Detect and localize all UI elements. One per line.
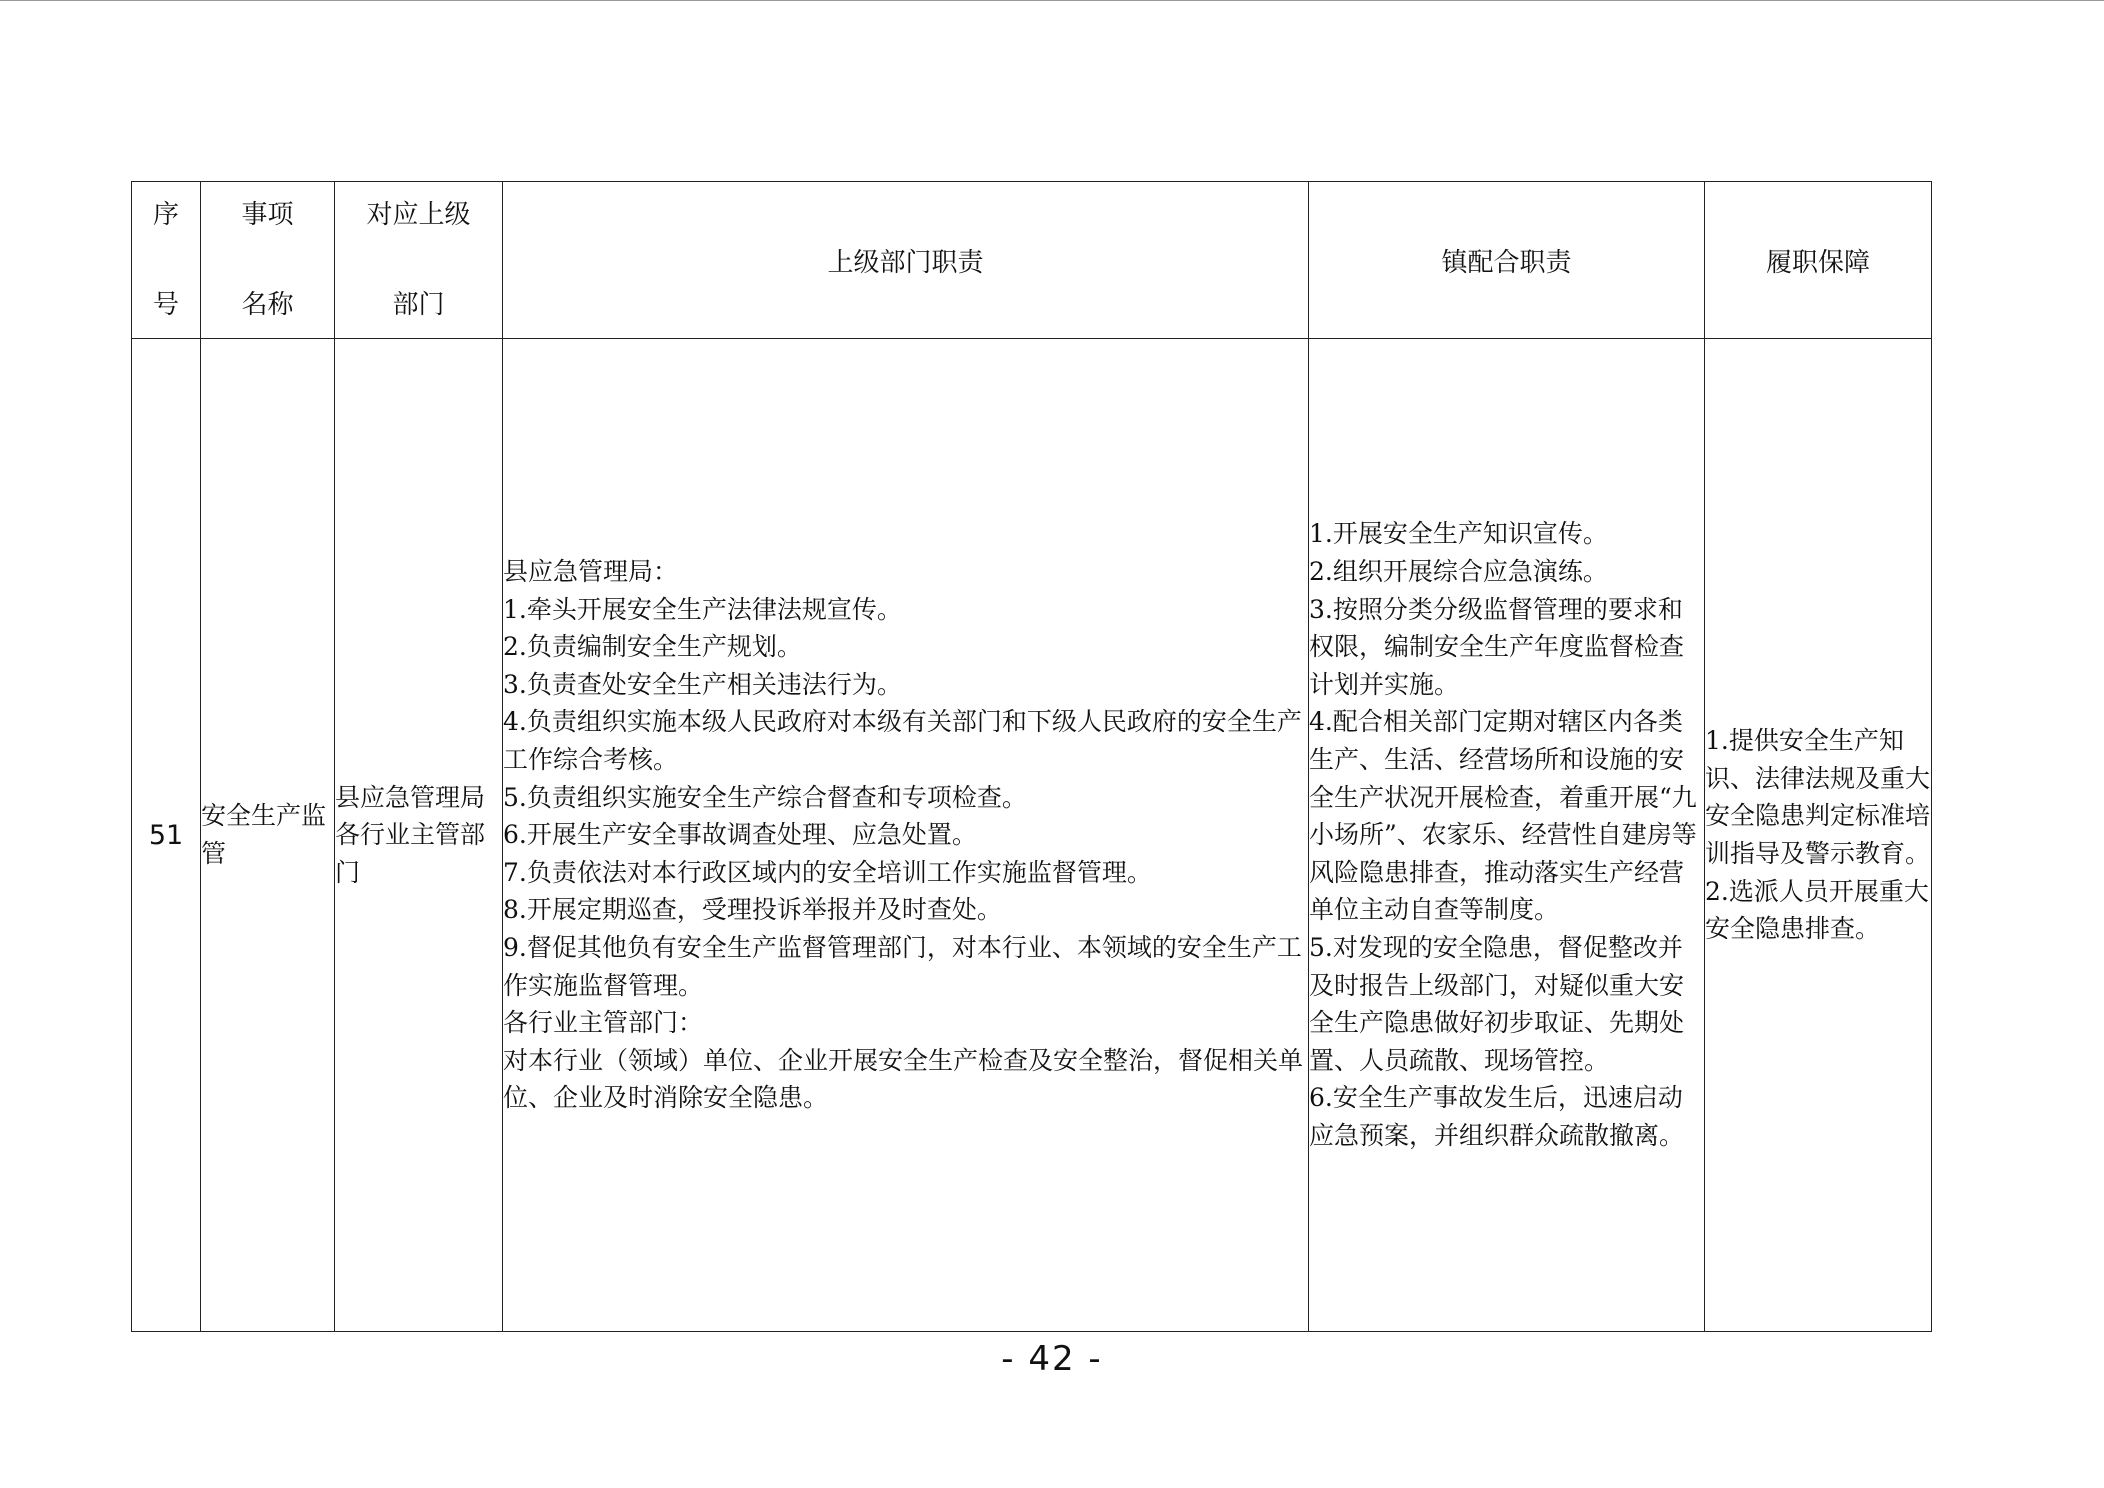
row-item-name: 安全生产监管 (201, 339, 335, 1332)
header-item-name (201, 182, 335, 339)
header-upper-duty: 上级部门职责 (503, 182, 1309, 339)
guarantee-line: 2.选派人员开展重大安全隐患排查。 (1705, 876, 1929, 944)
header-row (132, 182, 1932, 339)
upper-duty-line: 6.开展生产安全事故调查处理、应急处置。 (503, 820, 977, 850)
header-item-line2: 名称 (241, 290, 294, 320)
town-duty-line: 5.对发现的安全隐患，督促整改并及时报告上级部门，对疑似重大安全生产隐患做好初步取证、先期处置、人员疏散、现场管控。 (1309, 932, 1685, 1075)
header-dept-line2: 部门 (392, 290, 445, 320)
header-seq-line1: 序 (152, 200, 179, 230)
upper-duty-line: 8.开展定期巡查，受理投诉举报并及时查处。 (503, 895, 1002, 925)
header-upper-dept (335, 182, 503, 339)
town-duty-line: 6.安全生产事故发生后，迅速启动应急预案，并组织群众疏散撤离。 (1309, 1083, 1685, 1150)
table-row (132, 339, 1932, 1332)
upper-duty-line: 2.负责编制安全生产规划。 (503, 632, 802, 662)
upper-duty-line: 各行业主管部门： (503, 1008, 704, 1038)
upper-duty-line: 7.负责依法对本行政区域内的安全培训工作实施监督管理。 (503, 857, 1152, 887)
duty-table (131, 181, 1932, 1332)
town-duty-line: 4.配合相关部门定期对辖区内各类生产、生活、经营场所和设施的安全生产状况开展检查，着重开展“九小场所”、农家乐、经营性自建房等风险隐患排查，推动落实生产经营单位主动自查等制度。 (1309, 707, 1697, 925)
town-duty-line: 3.按照分类分级监督管理的要求和权限，编制安全生产年度监督检查计划并实施。 (1309, 594, 1685, 699)
upper-duty-line: 1.牵头开展安全生产法律法规宣传。 (503, 594, 902, 624)
upper-duty-line: 5.负责组织实施安全生产综合督查和专项检查。 (503, 782, 1027, 812)
department-line: 各行业主管部门 (335, 820, 486, 887)
header-town-duty: 镇配合职责 (1309, 182, 1705, 339)
row-town-duty (1309, 339, 1705, 1332)
guarantee-line: 1.提供安全生产知识、法律法规及重大安全隐患判定标准培训指导及警示教育。 (1705, 726, 1931, 868)
row-upper-duty (503, 339, 1309, 1332)
upper-duty-line: 3.负责查处安全生产相关违法行为。 (503, 669, 902, 699)
upper-duty-line: 4.负责组织实施本级人民政府对本级有关部门和下级人民政府的安全生产工作综合考核。 (503, 707, 1302, 775)
row-departments (335, 339, 503, 1332)
town-duty-line: 1.开展安全生产知识宣传。 (1309, 519, 1608, 549)
row-guarantee (1705, 339, 1932, 1332)
header-guarantee: 履职保障 (1705, 182, 1932, 339)
department-line: 县应急管理局 (335, 782, 486, 812)
header-seq-line2: 号 (152, 290, 179, 320)
page-number: - 42 - (1001, 1339, 1103, 1379)
header-dept-line1: 对应上级 (366, 200, 471, 230)
upper-duty-line: 对本行业（领域）单位、企业开展安全生产检查及安全整治，督促相关单位、企业及时消除安全隐患。 (503, 1045, 1304, 1113)
header-seq (132, 182, 201, 339)
row-seq: 51 (132, 339, 201, 1332)
upper-duty-line: 9.督促其他负有安全生产监督管理部门，对本行业、本领域的安全生产工作实施监督管理。 (503, 932, 1302, 1000)
town-duty-line: 2.组织开展综合应急演练。 (1309, 557, 1608, 587)
header-item-line1: 事项 (241, 200, 294, 230)
upper-duty-line: 县应急管理局： (503, 557, 679, 587)
page-top-border (0, 0, 2104, 1)
